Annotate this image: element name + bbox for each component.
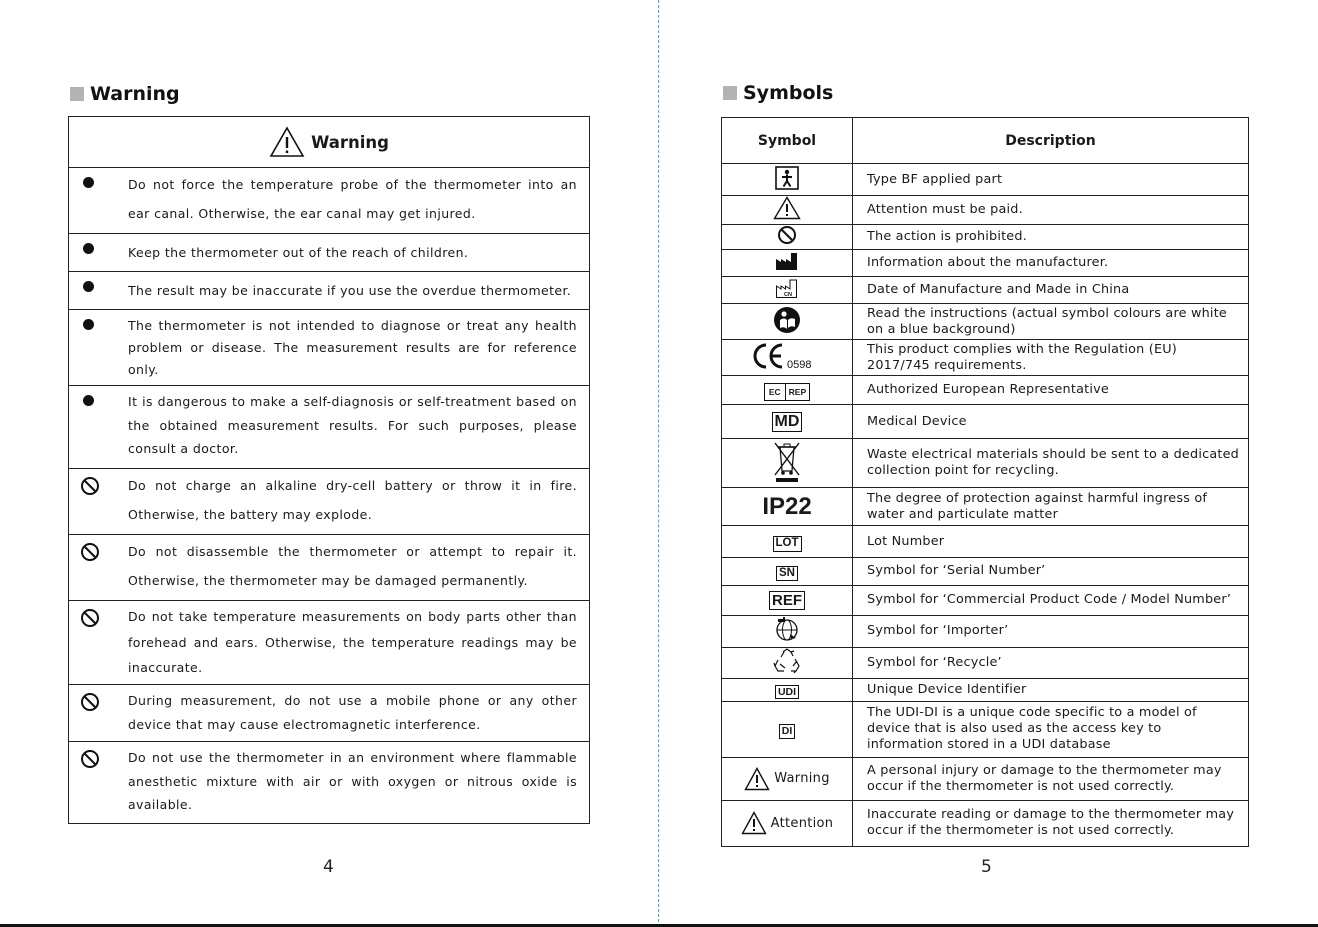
warning-triangle-icon xyxy=(269,126,305,158)
symbol-row xyxy=(722,225,1249,250)
symbol-row xyxy=(722,196,1249,225)
prohibited-icon xyxy=(80,608,100,628)
symbol-row xyxy=(722,757,1249,800)
udi-icon: UDI xyxy=(775,685,799,700)
warning-triangle-icon xyxy=(744,767,770,791)
symbol-row xyxy=(722,557,1249,585)
warning-row xyxy=(69,685,589,742)
warning-row-text: The thermometer is not intended to diagnose or treat any health problem or disease. The measurement results are for reference only. xyxy=(128,318,577,377)
symbol-description: The degree of protection against harmful ingress of water and particulate matter xyxy=(853,488,1249,526)
symbol-row xyxy=(722,701,1249,757)
column-header-symbol: Symbol xyxy=(722,118,853,164)
heading-square-icon xyxy=(723,86,737,100)
date-of-manufacture-country: CN xyxy=(784,292,792,299)
warning-row xyxy=(69,601,589,685)
warning-row-text: Do not disassemble the thermometer or attempt to repair it. Otherwise, the thermometer may be damaged permanently. xyxy=(128,544,577,588)
warning-row xyxy=(69,386,589,469)
symbol-row xyxy=(722,164,1249,196)
symbol-row xyxy=(722,304,1249,340)
symbol-row xyxy=(722,439,1249,488)
attention-triangle-icon xyxy=(741,811,767,835)
symbol-row xyxy=(722,678,1249,701)
warning-table-header xyxy=(69,117,589,168)
lot-icon: LOT xyxy=(773,536,802,552)
bullet-icon xyxy=(83,395,94,406)
symbol-row xyxy=(722,405,1249,439)
warning-row xyxy=(69,234,589,272)
prohibited-icon xyxy=(777,225,797,245)
symbol-description: Type BF applied part xyxy=(853,164,1249,196)
warning-row-text: Do not force the temperature probe of the thermometer into an ear canal. Otherwise, the ear canal may get injured. xyxy=(128,177,577,221)
bullet-icon xyxy=(83,177,94,188)
sn-icon: SN xyxy=(776,566,798,582)
ce-notified-body-number: 0598 xyxy=(787,358,812,370)
warning-row-text: During measurement, do not use a mobile phone or any other device that may cause electromagnetic interference. xyxy=(128,693,577,732)
warning-row xyxy=(69,742,589,823)
warning-symbol-label: Warning xyxy=(774,771,830,787)
attention-triangle-icon xyxy=(773,196,801,220)
symbol-row xyxy=(722,647,1249,678)
ce-mark-icon xyxy=(752,342,822,370)
warning-row-text: The result may be inaccurate if you use the overdue thermometer. xyxy=(128,283,572,298)
symbol-description: A personal injury or damage to the thermometer may occur if the thermometer is not used correctly. xyxy=(853,757,1249,800)
symbol-row xyxy=(722,585,1249,615)
symbol-description: The action is prohibited. xyxy=(853,225,1249,250)
manufacturer-icon xyxy=(775,251,799,271)
warning-row xyxy=(69,310,589,386)
warning-row-text: Do not charge an alkaline dry-cell battery or throw it in fire. Otherwise, the battery may explode. xyxy=(128,478,577,522)
symbols-section-heading xyxy=(723,82,833,104)
symbol-description: Attention must be paid. xyxy=(853,196,1249,225)
prohibited-icon xyxy=(80,542,100,562)
warning-row xyxy=(69,535,589,601)
symbol-description: Symbol for ‘Serial Number’ xyxy=(853,557,1249,585)
ec-rep-icon: EC REP xyxy=(764,383,810,401)
symbols-table-header xyxy=(722,118,1249,164)
symbol-description: Medical Device xyxy=(853,405,1249,439)
symbol-row xyxy=(722,340,1249,376)
symbol-description: Authorized European Representative xyxy=(853,376,1249,405)
symbol-description: Symbol for ‘Importer’ xyxy=(853,615,1249,647)
symbol-row xyxy=(722,277,1249,304)
warning-row xyxy=(69,168,589,234)
warning-row xyxy=(69,469,589,535)
column-header-description: Description xyxy=(853,118,1249,164)
warning-table-title: Warning xyxy=(311,132,389,152)
date-of-manufacture-icon xyxy=(775,277,799,299)
symbol-description: Unique Device Identifier xyxy=(853,678,1249,701)
symbol-description: Read the instructions (actual symbol colours are white on a blue background) xyxy=(853,304,1249,340)
symbol-description: Symbol for ‘Commercial Product Code / Model Number’ xyxy=(853,585,1249,615)
symbol-description: Inaccurate reading or damage to the thermometer may occur if the thermometer is not used correctly. xyxy=(853,800,1249,846)
read-instructions-icon xyxy=(773,306,801,334)
symbol-description: Waste electrical materials should be sent to a dedicated collection point for recycling. xyxy=(853,439,1249,488)
prohibited-icon xyxy=(80,749,100,769)
bullet-icon xyxy=(83,243,94,254)
symbols-heading-text: Symbols xyxy=(743,82,834,104)
warning-row xyxy=(69,272,589,310)
symbol-description: Symbol for ‘Recycle’ xyxy=(853,647,1249,678)
warning-row-text: It is dangerous to make a self-diagnosis or self-treatment based on the obtained measurement results. For such purposes, please consult a doctor. xyxy=(128,394,577,456)
prohibited-icon xyxy=(80,476,100,496)
symbol-description: Information about the manufacturer. xyxy=(853,250,1249,277)
symbol-description: Lot Number xyxy=(853,526,1249,557)
symbol-row xyxy=(722,376,1249,405)
symbol-row xyxy=(722,800,1249,846)
warning-row-text: Keep the thermometer out of the reach of children. xyxy=(128,245,469,260)
warning-row-text: Do not use the thermometer in an environment where flammable anesthetic mixture with air or with oxygen or nitrous oxide is available. xyxy=(128,750,577,812)
ip22-icon: IP22 xyxy=(762,492,812,520)
ref-icon: REF xyxy=(769,591,805,610)
warning-row-text: Do not take temperature measurements on body parts other than forehead and ears. Otherwise, the temperature readings may be inaccurate. xyxy=(128,609,577,675)
symbol-row xyxy=(722,250,1249,277)
symbol-row xyxy=(722,615,1249,647)
md-icon: MD xyxy=(772,412,803,432)
warning-heading-text: Warning xyxy=(90,83,180,105)
heading-square-icon xyxy=(70,87,84,101)
page-number-right: 5 xyxy=(981,857,992,877)
weee-bin-icon xyxy=(772,439,802,483)
symbols-table xyxy=(721,117,1249,847)
recycle-icon xyxy=(773,648,801,674)
bullet-icon xyxy=(83,281,94,292)
bullet-icon xyxy=(83,319,94,330)
warning-section-heading xyxy=(70,83,180,105)
attention-symbol-label: Attention xyxy=(770,815,834,831)
page-number-left: 4 xyxy=(323,857,334,877)
importer-icon xyxy=(774,616,800,642)
symbol-description: The UDI-DI is a unique code specific to a model of device that is also used as the access key to information stored in a UDI database xyxy=(853,701,1249,757)
warning-table xyxy=(68,116,590,824)
symbol-row xyxy=(722,488,1249,526)
symbol-description: Date of Manufacture and Made in China xyxy=(853,277,1249,304)
symbol-description: This product complies with the Regulation (EU) 2017/745 requirements. xyxy=(853,340,1249,376)
symbol-row xyxy=(722,526,1249,557)
prohibited-icon xyxy=(80,692,100,712)
type-bf-icon xyxy=(775,166,799,190)
di-icon: DI xyxy=(779,724,796,739)
page-fold-line xyxy=(658,0,659,927)
